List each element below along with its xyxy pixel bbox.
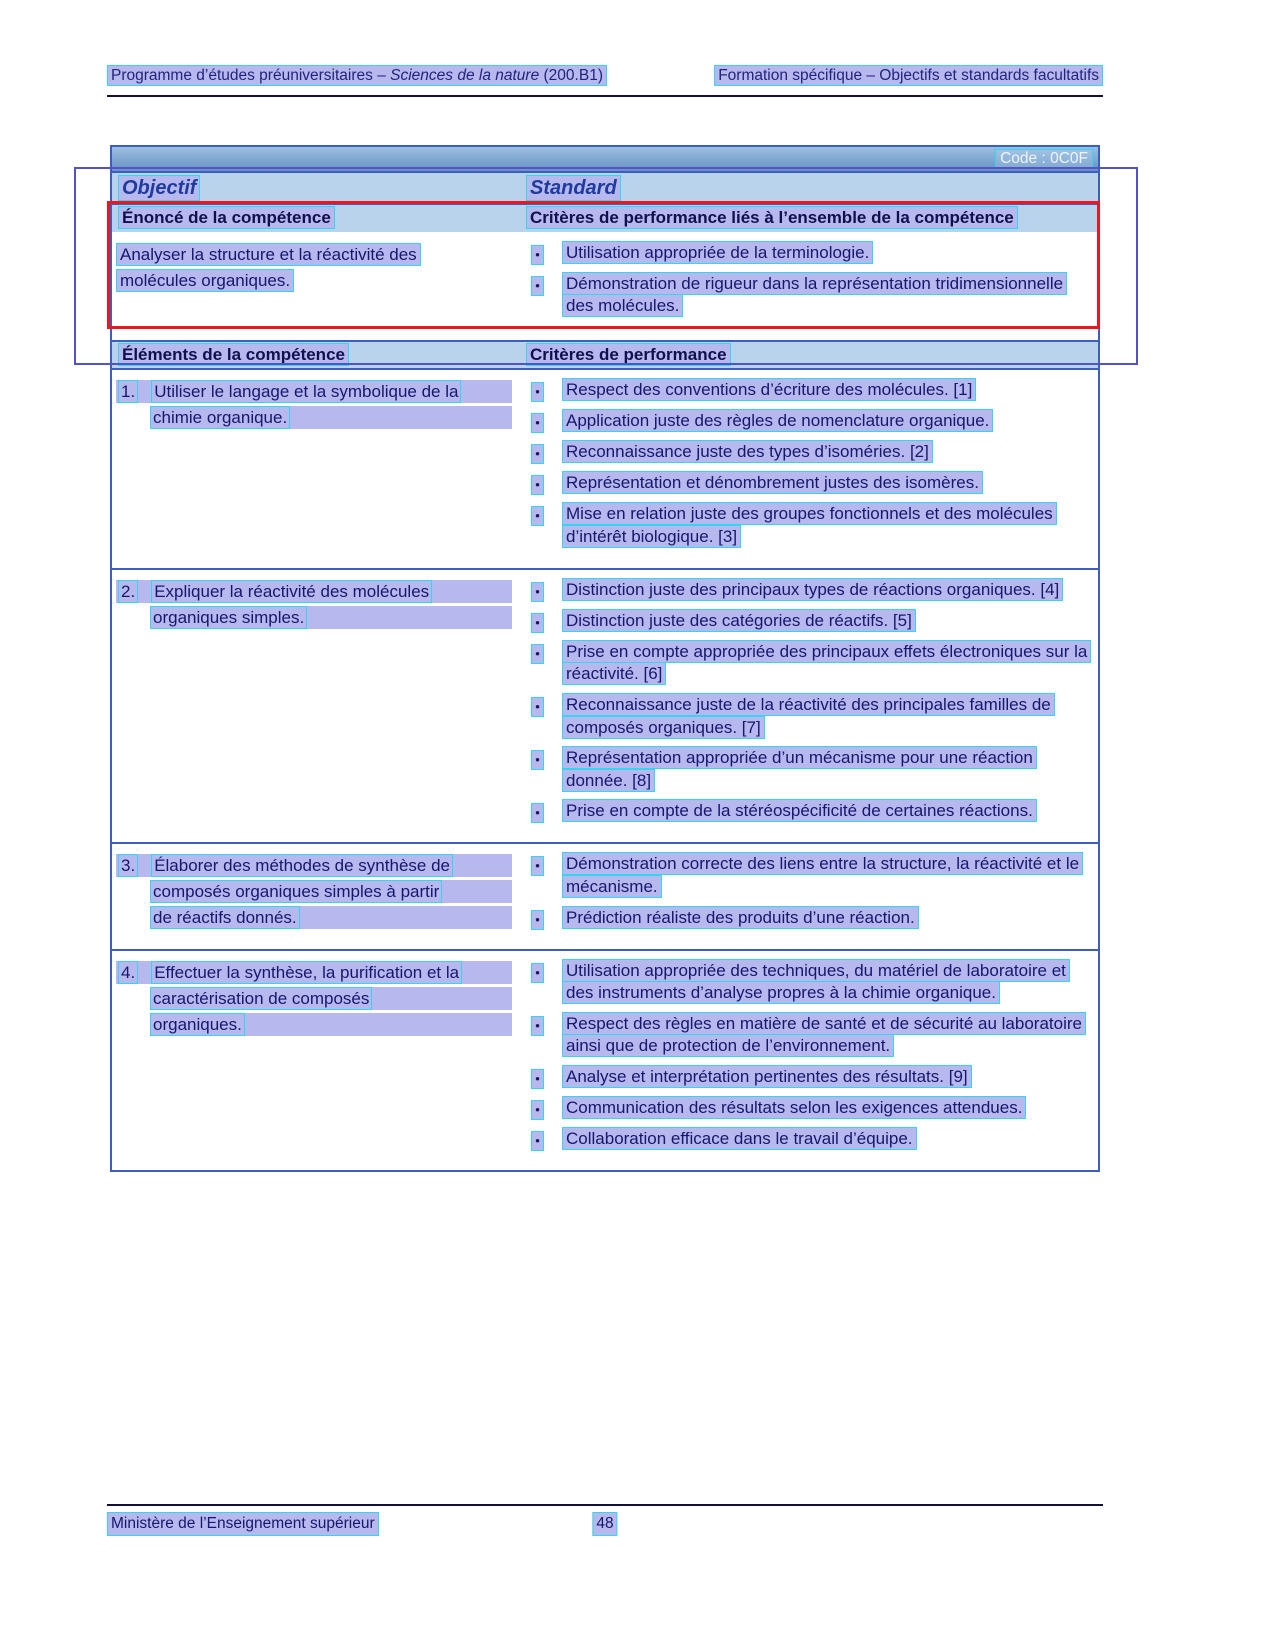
bullet-icon: • xyxy=(531,963,544,983)
enonce-header-left-text: Énoncé de la compétence xyxy=(118,206,335,229)
element-number: 3. xyxy=(118,854,138,877)
header-left-prefix: Programme d’études préuniversitaires – xyxy=(111,67,391,84)
enonce-header-band xyxy=(112,203,1098,231)
bullet-icon: • xyxy=(531,382,544,402)
element-cell xyxy=(112,954,526,1163)
elements-header-right-text: Critères de performance xyxy=(526,343,731,366)
objectif-standard-band xyxy=(112,171,1098,203)
criterion-item xyxy=(528,1066,1090,1089)
enonce-header-left xyxy=(112,205,526,231)
criterion-text: Distinction juste des principaux types de réactions organiques. [4] xyxy=(562,578,1063,601)
element-line xyxy=(150,987,512,1010)
element-number: 1. xyxy=(118,380,138,403)
header-rule xyxy=(107,95,1103,97)
criterion-item xyxy=(528,410,1090,433)
criterion-text: Respect des règles en matière de santé et de sécurité au laboratoire ainsi que de protection de l’environnement. xyxy=(562,1012,1086,1058)
criterion-text: Démonstration de rigueur dans la représentation tridimensionnelle des molécules. xyxy=(562,272,1067,318)
elements-header-right xyxy=(526,342,1098,368)
enonce-body xyxy=(112,232,1098,340)
competency-statement xyxy=(112,236,526,330)
criterion-text: Application juste des règles de nomenclature organique. xyxy=(562,409,993,432)
criterion-item xyxy=(528,1097,1090,1120)
criterion-text: Distinction juste des catégories de réactifs. [5] xyxy=(562,609,916,632)
enonce-header-right-text: Critères de performance liés à l’ensemble de la compétence xyxy=(526,206,1018,229)
page-footer xyxy=(107,1504,1103,1532)
criterion-item xyxy=(528,800,1090,823)
bullet-icon: • xyxy=(531,582,544,602)
criterion-text: Reconnaissance juste de la réactivité des principales familles de composés organiques. [7] xyxy=(562,693,1055,739)
element-row-4 xyxy=(112,949,1098,1170)
element-text: Effectuer la synthèse, la purification et la xyxy=(151,961,462,984)
element-line xyxy=(150,1013,512,1036)
bullet-icon: • xyxy=(531,910,544,930)
bullet-icon: • xyxy=(531,697,544,717)
element-line xyxy=(116,854,512,877)
criterion-item xyxy=(528,641,1090,686)
elements-header-left xyxy=(112,342,526,368)
criterion-item xyxy=(528,960,1090,1005)
header-right-text: Formation spécifique – Objectifs et standards facultatifs xyxy=(714,65,1103,86)
criteria-list xyxy=(526,847,1098,941)
criterion-item xyxy=(528,747,1090,792)
code-label: Code : 0C0F xyxy=(995,149,1093,169)
element-text: composés organiques simples à partir xyxy=(150,880,442,903)
bullet-icon: • xyxy=(531,644,544,664)
element-text: organiques simples. xyxy=(150,606,307,629)
criterion-text: Communication des résultats selon les exigences attendues. xyxy=(562,1096,1026,1119)
criterion-item xyxy=(528,579,1090,602)
header-right xyxy=(714,66,1103,86)
header-left xyxy=(107,66,607,86)
header-left-italic: Sciences de la nature xyxy=(390,67,540,84)
element-line xyxy=(116,380,512,403)
element-cell xyxy=(112,373,526,560)
competency-table xyxy=(110,145,1100,1172)
criterion-item xyxy=(528,503,1090,548)
statement-line xyxy=(116,270,512,292)
elements-header-left-text: Éléments de la compétence xyxy=(118,343,349,366)
criterion-text: Respect des conventions d’écriture des molécules. [1] xyxy=(562,378,976,401)
element-number: 4. xyxy=(118,961,138,984)
criterion-item xyxy=(528,1013,1090,1058)
criterion-text: Représentation appropriée d’un mécanisme pour une réaction donnée. [8] xyxy=(562,746,1037,792)
criteria-list xyxy=(526,954,1098,1163)
criterion-item xyxy=(528,853,1090,898)
criterion-item xyxy=(528,694,1090,739)
enonce-section xyxy=(112,203,1098,340)
criterion-text: Prise en compte de la stéréospécificité de certaines réactions. xyxy=(562,799,1037,822)
bullet-icon: • xyxy=(531,276,544,296)
element-line xyxy=(150,406,512,429)
element-line xyxy=(150,906,512,929)
header-left-suffix: (200.B1) xyxy=(539,67,603,84)
criterion-text: Prise en compte appropriée des principaux effets électroniques sur la réactivité. [6] xyxy=(562,640,1091,686)
bullet-icon: • xyxy=(531,1016,544,1036)
enonce-header-right xyxy=(526,205,1098,231)
criterion-text: Analyse et interprétation pertinentes des résultats. [9] xyxy=(562,1065,972,1088)
criterion-item xyxy=(528,610,1090,633)
criterion-text: Représentation et dénombrement justes des isomères. xyxy=(562,471,983,494)
element-number: 2. xyxy=(118,580,138,603)
statement-text: Analyser la structure et la réactivité des xyxy=(116,243,421,266)
bullet-icon: • xyxy=(531,613,544,633)
criterion-text: Prédiction réaliste des produits d’une réaction. xyxy=(562,906,919,929)
criterion-item xyxy=(528,907,1090,930)
bullet-icon: • xyxy=(531,1069,544,1089)
standard-title: Standard xyxy=(526,175,621,201)
criterion-text: Utilisation appropriée des techniques, du matériel de laboratoire et des instruments d’analyse propres à la chimie organique. xyxy=(562,959,1070,1005)
bullet-icon: • xyxy=(531,1131,544,1151)
criteria-list xyxy=(526,373,1098,560)
standard-cell xyxy=(526,173,1098,203)
element-text: organiques. xyxy=(150,1013,245,1036)
criterion-item xyxy=(528,379,1090,402)
element-row-2 xyxy=(112,568,1098,843)
element-line xyxy=(116,580,512,603)
code-bar xyxy=(112,147,1098,171)
bullet-icon: • xyxy=(531,413,544,433)
objectif-cell xyxy=(112,173,526,203)
header-left-text xyxy=(107,65,607,86)
element-line xyxy=(150,606,512,629)
bullet-icon: • xyxy=(531,444,544,464)
element-line xyxy=(150,880,512,903)
criterion-item xyxy=(528,441,1090,464)
element-row-3 xyxy=(112,842,1098,948)
element-text: caractérisation de composés xyxy=(150,987,372,1010)
criteria-list xyxy=(526,573,1098,836)
criterion-text: Reconnaissance juste des types d’isoméries. [2] xyxy=(562,440,933,463)
bullet-icon: • xyxy=(531,1100,544,1120)
element-text: Utiliser le langage et la symbolique de la xyxy=(151,380,461,403)
criterion-text: Collaboration efficace dans le travail d’équipe. xyxy=(562,1127,917,1150)
element-text: Élaborer des méthodes de synthèse de xyxy=(151,854,453,877)
element-cell xyxy=(112,847,526,941)
enonce-criteria-list xyxy=(526,236,1098,330)
criterion-item xyxy=(528,242,1090,265)
page-header xyxy=(107,66,1103,86)
element-cell xyxy=(112,573,526,836)
bullet-icon: • xyxy=(531,856,544,876)
objective-standard-section xyxy=(112,171,1098,368)
criterion-item xyxy=(528,472,1090,495)
bullet-icon: • xyxy=(531,750,544,770)
ministry-label: Ministère de l’Enseignement supérieur xyxy=(107,1512,379,1536)
bullet-icon: • xyxy=(531,803,544,823)
element-text: Expliquer la réactivité des molécules xyxy=(151,580,432,603)
element-line xyxy=(116,961,512,984)
element-text: de réactifs donnés. xyxy=(150,906,300,929)
criterion-text: Utilisation appropriée de la terminologie. xyxy=(562,241,873,264)
criterion-item xyxy=(528,1128,1090,1151)
statement-text: molécules organiques. xyxy=(116,269,294,292)
statement-line xyxy=(116,244,512,266)
bullet-icon: • xyxy=(531,506,544,526)
criterion-text: Mise en relation juste des groupes fonctionnels et des molécules d’intérêt biologique. [3] xyxy=(562,502,1057,548)
element-text: chimie organique. xyxy=(150,406,290,429)
elements-header-band xyxy=(112,340,1098,368)
objectif-title: Objectif xyxy=(118,175,200,201)
bullet-icon: • xyxy=(531,475,544,495)
criterion-text: Démonstration correcte des liens entre la structure, la réactivité et le mécanisme. xyxy=(562,852,1083,898)
bullet-icon: • xyxy=(531,245,544,265)
criterion-item xyxy=(528,273,1090,318)
element-row-1 xyxy=(112,368,1098,567)
page-number: 48 xyxy=(592,1512,617,1536)
